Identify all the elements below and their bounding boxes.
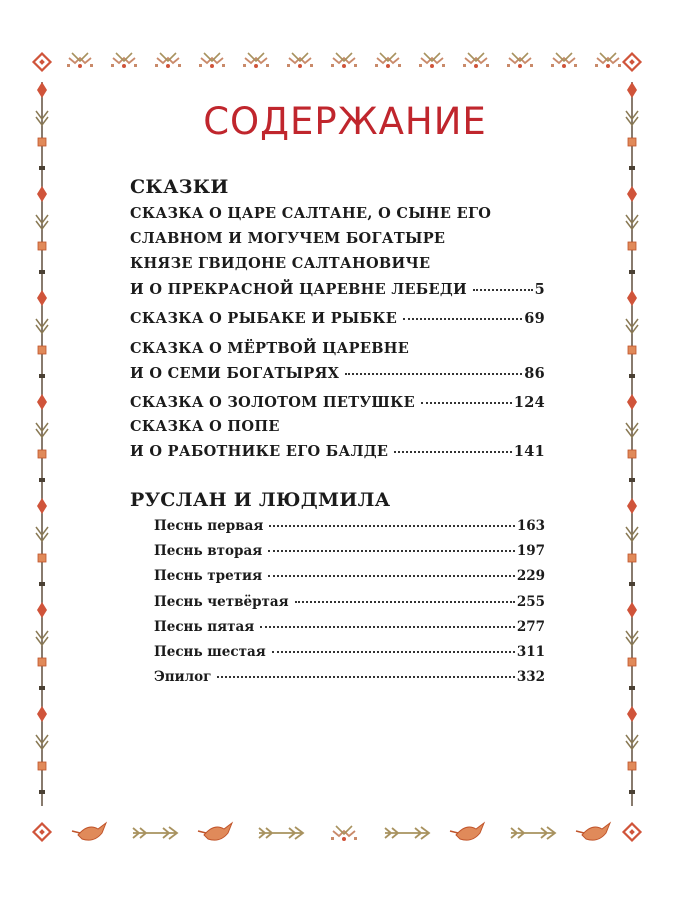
border-ornament (39, 582, 45, 586)
toc-page-number: 311 (516, 644, 545, 660)
border-motif (511, 827, 555, 839)
border-motif (198, 823, 232, 840)
border-ornament (38, 450, 46, 458)
leader-dots (473, 288, 533, 291)
toc-entry-cockerel[interactable] (130, 394, 545, 411)
border-ornament (38, 242, 46, 250)
border-ornament (629, 686, 635, 690)
border-ornament (37, 82, 47, 98)
toc-line-priest-1: СКАЗКА О ПОПЕ (130, 418, 280, 435)
leader-dots (268, 574, 515, 577)
toc-entry-label: Эпилог (154, 669, 212, 685)
toc-entry-label: И О СЕМИ БОГАТЫРЯХ (130, 365, 340, 382)
border-motif (111, 53, 137, 68)
toc-line-dead-princess-1: СКАЗКА О МЁРТВОЙ ЦАРЕВНЕ (130, 340, 410, 357)
toc-entry-priest[interactable] (130, 443, 545, 460)
border-ornament (39, 686, 45, 690)
border-ornament (627, 82, 637, 98)
toc-entry-song-2[interactable] (154, 543, 545, 559)
border-ornament (629, 166, 635, 170)
border-motif (199, 53, 225, 68)
toc-entry-label: СКАЗКА О ЗОЛОТОМ ПЕТУШКЕ (130, 394, 415, 411)
toc-entry-label: И О РАБОТНИКЕ ЕГО БАЛДЕ (130, 443, 389, 460)
border-ornament (628, 554, 636, 562)
border-ornament (37, 186, 47, 202)
leader-dots (272, 650, 515, 653)
border-ornament (629, 790, 635, 794)
border-motif (331, 53, 357, 68)
border-ornament (39, 790, 45, 794)
border-motif (450, 823, 484, 840)
toc-entry-label: Песнь четвёртая (154, 594, 289, 610)
border-motif (507, 53, 533, 68)
toc-page-number: 197 (516, 543, 545, 559)
border-ornament (627, 186, 637, 202)
toc-entry-label: Песнь первая (154, 518, 264, 534)
border-motif (259, 827, 303, 839)
border-motif (385, 827, 429, 839)
border-ornament (38, 346, 46, 354)
toc-line-saltan-1: СКАЗКА О ЦАРЕ САЛТАНЕ, О СЫНЕ ЕГО (130, 205, 492, 222)
section-heading-ruslan: РУСЛАН И ЛЮДМИЛА (130, 489, 391, 511)
border-ornament (39, 270, 45, 274)
toc-line-saltan-3: КНЯЗЕ ГВИДОНЕ САЛТАНОВИЧЕ (130, 255, 431, 272)
toc-page-number: 141 (513, 443, 545, 460)
border-ornament (38, 762, 46, 770)
border-ornament (629, 582, 635, 586)
toc-entry-label: Песнь вторая (154, 543, 263, 559)
toc-entry-label: Песнь пятая (154, 619, 255, 635)
toc-entry-saltan[interactable] (130, 281, 545, 298)
border-ornament (627, 602, 637, 618)
border-ornament (629, 270, 635, 274)
border-ornament (37, 394, 47, 410)
toc-entry-song-6[interactable] (154, 644, 545, 660)
border-ornament (628, 762, 636, 770)
border-ornament (37, 602, 47, 618)
border-motif (419, 53, 445, 68)
border-ornament (37, 498, 47, 514)
border-ornament (629, 478, 635, 482)
leader-dots (394, 450, 512, 453)
toc-entry-dead-princess[interactable] (130, 365, 545, 382)
toc-page-number: 255 (516, 594, 545, 610)
border-ornament (627, 394, 637, 410)
border-ornament (629, 374, 635, 378)
leader-dots (260, 625, 515, 628)
border-ornament (628, 242, 636, 250)
border-motif (67, 53, 93, 68)
border-motif (72, 823, 106, 840)
leader-dots (217, 675, 514, 678)
border-motif (133, 827, 177, 839)
leader-dots (269, 524, 515, 527)
toc-page-number: 86 (524, 365, 545, 382)
leader-dots (268, 549, 515, 552)
toc-entry-label: Песнь третия (154, 568, 263, 584)
border-motif (287, 53, 313, 68)
leader-dots (403, 317, 522, 320)
toc-page-number: 229 (516, 568, 545, 584)
leader-dots (421, 401, 512, 404)
leader-dots (295, 600, 515, 603)
toc-entry-epilogue[interactable] (154, 669, 545, 685)
toc-entry-label: СКАЗКА О РЫБАКЕ И РЫБКЕ (130, 310, 398, 327)
leader-dots (345, 372, 522, 375)
border-ornament (38, 658, 46, 666)
border-ornament (628, 346, 636, 354)
border-ornament (628, 658, 636, 666)
toc-page-number: 124 (513, 394, 545, 411)
border-motif (331, 826, 357, 841)
border-ornament (39, 478, 45, 482)
border-motif (551, 53, 577, 68)
border-motif (243, 53, 269, 68)
border-ornament (627, 290, 637, 306)
border-ornament (39, 166, 45, 170)
toc-entry-fisherman[interactable] (130, 310, 545, 327)
border-motif (595, 53, 621, 68)
section-heading-fairy-tales: СКАЗКИ (130, 176, 229, 198)
toc-entry-label: И О ПРЕКРАСНОЙ ЦАРЕВНЕ ЛЕБЕДИ (130, 281, 468, 298)
toc-page-number: 277 (516, 619, 545, 635)
border-ornament (39, 374, 45, 378)
border-motif (375, 53, 401, 68)
border-ornament (37, 290, 47, 306)
border-ornament (627, 706, 637, 722)
border-motif (576, 823, 610, 840)
toc-entry-song-4[interactable] (154, 594, 545, 610)
toc-page-number: 5 (534, 281, 545, 298)
toc-entry-song-5[interactable] (154, 619, 545, 635)
toc-entry-label: Песнь шестая (154, 644, 266, 660)
border-ornament (628, 450, 636, 458)
border-ornament (38, 554, 46, 562)
border-ornament (627, 498, 637, 514)
page-title: СОДЕРЖАНИЕ (203, 100, 487, 143)
toc-page-number: 332 (516, 669, 545, 685)
border-motif (155, 53, 181, 68)
toc-entry-song-1[interactable] (154, 518, 545, 534)
toc-entry-song-3[interactable] (154, 568, 545, 584)
toc-page-number: 69 (524, 310, 545, 327)
border-motif (463, 53, 489, 68)
border-ornament (37, 706, 47, 722)
toc-page-number: 163 (516, 518, 545, 534)
toc-line-saltan-2: СЛАВНОМ И МОГУЧЕМ БОГАТЫРЕ (130, 230, 446, 247)
